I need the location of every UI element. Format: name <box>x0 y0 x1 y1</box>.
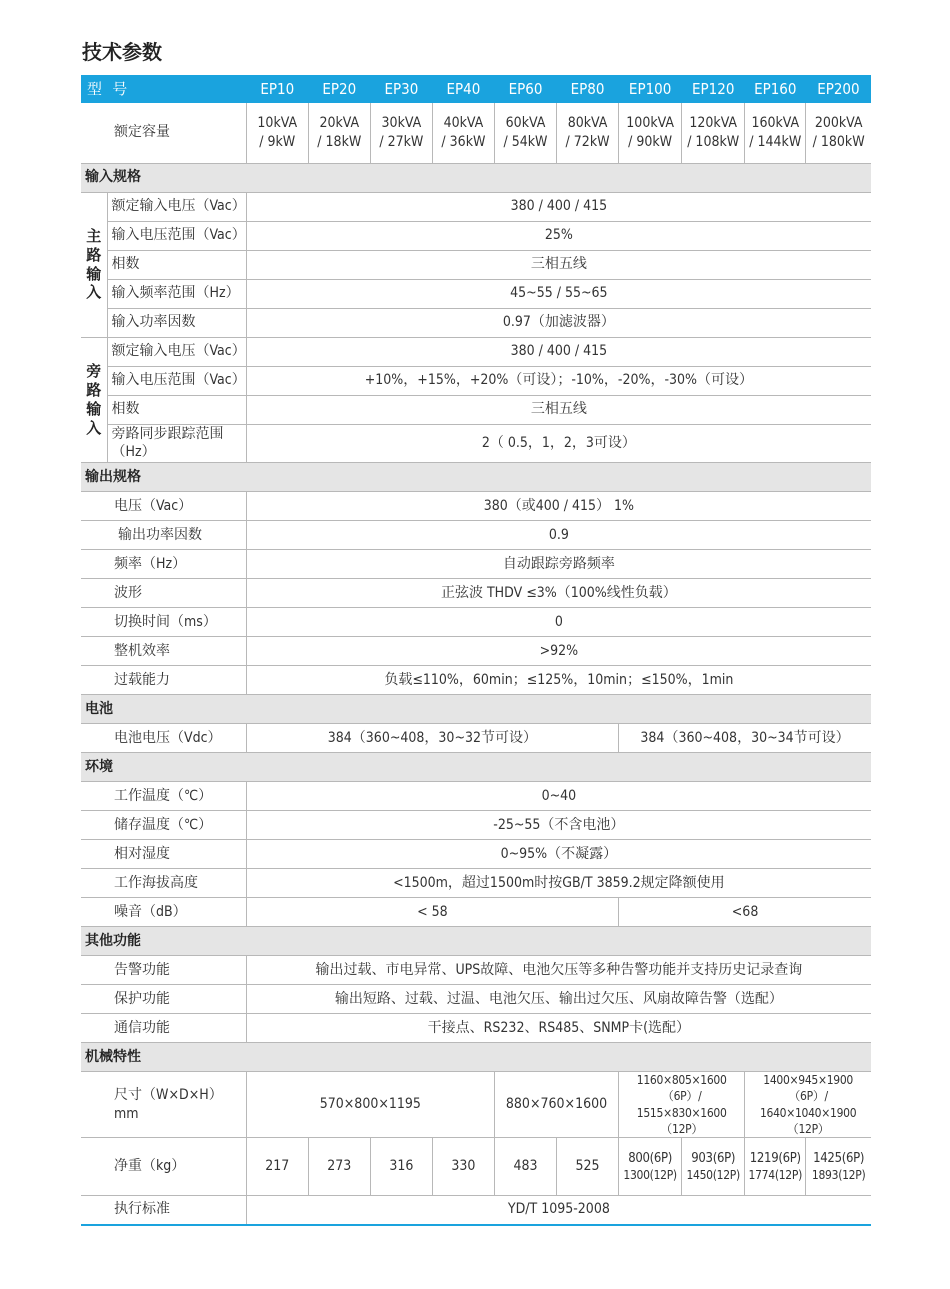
row-label: 工作温度（℃） <box>81 782 246 811</box>
model-name: EP10 <box>246 75 308 103</box>
section-title: 其他功能 <box>81 927 871 956</box>
model-header-label: 型 号 <box>81 75 246 103</box>
row-label: 输入功率因数 <box>107 308 246 337</box>
row-label: 过载能力 <box>81 666 246 695</box>
weight-cell: 273 <box>308 1138 370 1196</box>
row-label: 输入频率范围（Hz） <box>107 279 246 308</box>
spec-row <box>81 1014 871 1043</box>
capacity-cell: 100kVA / 90kW <box>619 103 682 163</box>
spec-row <box>81 840 871 869</box>
row-value: YD/T 1095-2008 <box>246 1196 871 1225</box>
weight-cell: 903(6P) 1450(12P) <box>682 1138 745 1196</box>
spec-row <box>81 579 871 608</box>
row-value: <1500m，超过1500m时按GB/T 3859.2规定降额使用 <box>246 869 871 898</box>
model-name: EP30 <box>370 75 432 103</box>
section-title: 环境 <box>81 753 871 782</box>
row-label: 相对湿度 <box>81 840 246 869</box>
section-title: 机械特性 <box>81 1043 871 1072</box>
weight-cell: 1219(6P) 1774(12P) <box>745 1138 806 1196</box>
capacity-cell: 40kVA / 36kW <box>432 103 494 163</box>
weight-cell: 525 <box>557 1138 619 1196</box>
row-value: < 58 <box>246 898 618 927</box>
row-label: 频率（Hz） <box>81 550 246 579</box>
spec-row <box>81 1072 871 1138</box>
section-input <box>81 163 871 192</box>
spec-row <box>81 395 871 424</box>
row-value: 负载≤110%，60min；≤125%，10min；≤150%，1min <box>246 666 871 695</box>
row-value: 0~40 <box>246 782 871 811</box>
model-name: EP20 <box>308 75 370 103</box>
row-value: -25~55（不含电池） <box>246 811 871 840</box>
row-value: 384（360~408，30~34节可设） <box>619 724 871 753</box>
section-environment <box>81 753 871 782</box>
spec-row <box>81 1138 871 1196</box>
spec-row <box>81 521 871 550</box>
spec-row <box>81 869 871 898</box>
row-label: 输入电压范围（Vac） <box>107 366 246 395</box>
section-title: 输出规格 <box>81 463 871 492</box>
spec-row <box>81 337 871 366</box>
row-label: 相数 <box>107 250 246 279</box>
weight-cell: 1425(6P) 1893(12P) <box>806 1138 871 1196</box>
row-label: 尺寸（W×D×H）mm <box>81 1072 246 1138</box>
model-name: EP60 <box>494 75 556 103</box>
row-value: 输出短路、过载、过温、电池欠压、输出过欠压、风扇故障告警（选配） <box>246 985 871 1014</box>
spec-row <box>81 608 871 637</box>
row-value: 自动跟踪旁路频率 <box>246 550 871 579</box>
spec-row <box>81 424 871 463</box>
spec-row <box>81 221 871 250</box>
capacity-cell: 80kVA / 72kW <box>557 103 619 163</box>
spec-row <box>81 985 871 1014</box>
spec-row <box>81 1196 871 1225</box>
row-label: 相数 <box>107 395 246 424</box>
model-name: EP120 <box>682 75 745 103</box>
row-value: 三相五线 <box>246 250 871 279</box>
spec-row <box>81 550 871 579</box>
row-value: 2（ 0.5，1，2，3可设） <box>246 424 871 463</box>
row-label: 输出功率因数 <box>81 521 246 550</box>
row-value: 380（或400 / 415） 1% <box>246 492 871 521</box>
spec-row <box>81 366 871 395</box>
row-value: >92% <box>246 637 871 666</box>
row-label: 净重（kg） <box>81 1138 246 1196</box>
spec-row <box>81 250 871 279</box>
row-value: 0~95%（不凝露） <box>246 840 871 869</box>
row-value: <68 <box>619 898 871 927</box>
row-label: 整机效率 <box>81 637 246 666</box>
row-label: 切换时间（ms） <box>81 608 246 637</box>
row-value: 25% <box>246 221 871 250</box>
row-label: 额定输入电压（Vac） <box>107 192 246 221</box>
section-output <box>81 463 871 492</box>
page-title: 技术参数 <box>82 40 162 64</box>
spec-row <box>81 956 871 985</box>
weight-cell: 217 <box>246 1138 308 1196</box>
row-value: 384（360~408，30~32节可设） <box>246 724 618 753</box>
row-value: 正弦波 THDV ≤3%（100%线性负载） <box>246 579 871 608</box>
capacity-cell: 60kVA / 54kW <box>494 103 556 163</box>
weight-cell: 483 <box>494 1138 556 1196</box>
spec-row <box>81 192 871 221</box>
capacity-cell: 10kVA / 9kW <box>246 103 308 163</box>
row-value: 1160×805×1600（6P）/ 1515×830×1600（12P） <box>619 1072 745 1138</box>
group-label-bypass-input: 旁 路 输 入 <box>81 337 107 463</box>
weight-cell: 316 <box>370 1138 432 1196</box>
row-label: 噪音（dB） <box>81 898 246 927</box>
row-label: 电压（Vac） <box>81 492 246 521</box>
row-value: 1400×945×1900（6P）/ 1640×1040×1900（12P） <box>745 1072 871 1138</box>
row-label: 额定容量 <box>81 103 246 163</box>
section-title: 电池 <box>81 695 871 724</box>
spec-table <box>81 75 871 1226</box>
row-value: 380 / 400 / 415 <box>246 337 871 366</box>
header-row <box>81 75 871 103</box>
capacity-cell: 200kVA / 180kW <box>806 103 871 163</box>
capacity-cell: 120kVA / 108kW <box>682 103 745 163</box>
weight-cell: 330 <box>432 1138 494 1196</box>
row-value: 380 / 400 / 415 <box>246 192 871 221</box>
row-value: 0.97（加滤波器） <box>246 308 871 337</box>
section-title: 输入规格 <box>81 163 871 192</box>
weight-cell: 800(6P) 1300(12P) <box>619 1138 682 1196</box>
capacity-cell: 20kVA / 18kW <box>308 103 370 163</box>
row-value: 干接点、RS232、RS485、SNMP卡(选配） <box>246 1014 871 1043</box>
spec-row <box>81 811 871 840</box>
row-value: 570×800×1195 <box>246 1072 494 1138</box>
section-mechanical <box>81 1043 871 1072</box>
capacity-cell: 30kVA / 27kW <box>370 103 432 163</box>
capacity-cell: 160kVA / 144kW <box>745 103 806 163</box>
row-value: 输出过载、市电异常、UPS故障、电池欠压等多种告警功能并支持历史记录查询 <box>246 956 871 985</box>
row-label: 保护功能 <box>81 985 246 1014</box>
spec-row <box>81 279 871 308</box>
model-name: EP40 <box>432 75 494 103</box>
spec-row <box>81 782 871 811</box>
row-label: 告警功能 <box>81 956 246 985</box>
row-value: +10%，+15%，+20%（可设）；-10%，-20%，-30%（可设） <box>246 366 871 395</box>
spec-row <box>81 666 871 695</box>
spec-row <box>81 492 871 521</box>
group-label-main-input: 主 路 输 入 <box>81 192 107 337</box>
row-label: 旁路同步跟踪范围（Hz） <box>107 424 246 463</box>
row-value: 0.9 <box>246 521 871 550</box>
row-label: 电池电压（Vdc） <box>81 724 246 753</box>
row-value: 880×760×1600 <box>494 1072 618 1138</box>
model-name: EP160 <box>745 75 806 103</box>
spec-row <box>81 308 871 337</box>
row-value: 0 <box>246 608 871 637</box>
model-name: EP200 <box>806 75 871 103</box>
model-name: EP80 <box>557 75 619 103</box>
capacity-row <box>81 103 871 163</box>
row-value: 三相五线 <box>246 395 871 424</box>
section-battery <box>81 695 871 724</box>
spec-row <box>81 637 871 666</box>
row-label: 储存温度（℃） <box>81 811 246 840</box>
spec-row <box>81 898 871 927</box>
section-other <box>81 927 871 956</box>
row-label: 通信功能 <box>81 1014 246 1043</box>
row-value: 45~55 / 55~65 <box>246 279 871 308</box>
model-name: EP100 <box>619 75 682 103</box>
row-label: 输入电压范围（Vac） <box>107 221 246 250</box>
row-label: 工作海拔高度 <box>81 869 246 898</box>
row-label: 执行标准 <box>81 1196 246 1225</box>
spec-row <box>81 724 871 753</box>
row-label: 波形 <box>81 579 246 608</box>
row-label: 额定输入电压（Vac） <box>107 337 246 366</box>
